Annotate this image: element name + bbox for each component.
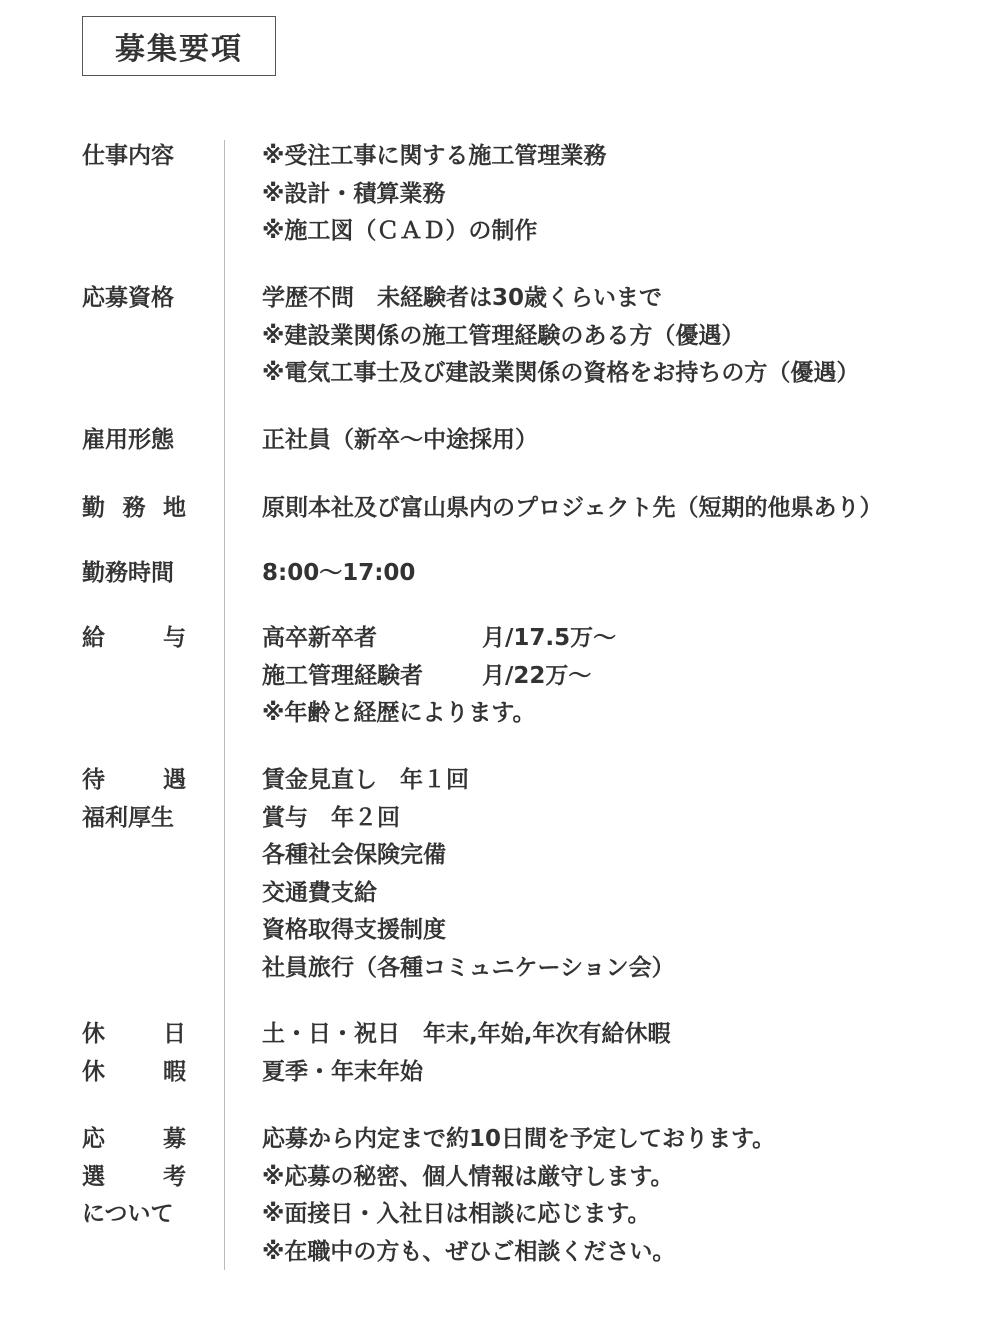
content-line: 賃金見直し 年１回 bbox=[262, 767, 469, 793]
label-char: 地 bbox=[163, 495, 186, 521]
label-char: 休 bbox=[82, 1058, 105, 1085]
label-char: 応 bbox=[82, 1126, 105, 1152]
label-line bbox=[82, 620, 186, 658]
content-line: ※在職中の方も、ぜひご相談ください。 bbox=[262, 1238, 676, 1265]
label-char: 遇 bbox=[163, 767, 186, 793]
content-line: 社員旅行（各種コミュニケーション会） bbox=[262, 954, 675, 981]
label-line bbox=[82, 762, 186, 800]
content-line: 資格取得支援制度 bbox=[262, 917, 446, 944]
pay-category: 高卒新卒者 bbox=[262, 625, 377, 651]
section-content bbox=[262, 490, 990, 528]
label-char: 休 bbox=[82, 1021, 105, 1047]
section-content bbox=[262, 1121, 990, 1271]
section-label bbox=[82, 138, 186, 176]
vertical-divider bbox=[224, 140, 225, 1270]
content-line: ※建設業関係の施工管理経験のある方（優遇） bbox=[262, 322, 745, 349]
section-content bbox=[262, 1016, 990, 1091]
content-line: 正社員（新卒～中途採用） bbox=[262, 427, 538, 453]
content-line: 応募から内定まで約10日間を予定しております。 bbox=[262, 1126, 776, 1152]
label-char: 与 bbox=[163, 625, 186, 651]
content-line: ※設計・積算業務 bbox=[262, 180, 446, 207]
pay-amount: 月/22万～ bbox=[482, 662, 592, 689]
label-char: 日 bbox=[163, 1021, 186, 1047]
label-char: 選 bbox=[82, 1163, 105, 1190]
label-line: 福利厚生 bbox=[82, 804, 174, 831]
section-label bbox=[82, 620, 186, 658]
section-label bbox=[82, 422, 186, 460]
content-line: 夏季・年末年始 bbox=[262, 1058, 423, 1085]
pay-amount: 月/17.5万～ bbox=[482, 625, 617, 651]
section-label bbox=[82, 1121, 186, 1234]
content-line: 土・日・祝日 年末,年始,年次有給休暇 bbox=[262, 1021, 671, 1047]
content-line: ※電気工事士及び建設業関係の資格をお持ちの方（優遇） bbox=[262, 360, 860, 387]
section-content bbox=[262, 280, 990, 393]
label-char: 勤 bbox=[82, 495, 105, 521]
label-char: 暇 bbox=[163, 1058, 186, 1085]
label-char: 待 bbox=[82, 767, 105, 793]
label-line: 雇用形態 bbox=[82, 427, 174, 453]
label-char: 考 bbox=[163, 1163, 186, 1190]
label-line bbox=[82, 1016, 186, 1054]
page-title: 募集要項 bbox=[82, 16, 276, 76]
section-content bbox=[262, 138, 990, 251]
pay-row bbox=[262, 620, 990, 658]
content-line: 学歴不問 未経験者は30歳くらいまで bbox=[262, 285, 663, 311]
content-line: ※施工図（ＣＡＤ）の制作 bbox=[262, 218, 538, 245]
label-line bbox=[82, 1121, 186, 1159]
section-label bbox=[82, 280, 186, 318]
label-line: 仕事内容 bbox=[82, 143, 174, 169]
content-line: 交通費支給 bbox=[262, 879, 377, 906]
section-content bbox=[262, 762, 990, 988]
pay-row bbox=[262, 658, 990, 696]
section-content bbox=[262, 620, 990, 733]
content-line: ※受注工事に関する施工管理業務 bbox=[262, 143, 607, 169]
content-line: ※年齢と経歴によります。 bbox=[262, 700, 536, 727]
label-line: 勤務時間 bbox=[82, 560, 174, 586]
content-line: 8:00～17:00 bbox=[262, 560, 416, 586]
content-line: ※面接日・入社日は相談に応じます。 bbox=[262, 1201, 651, 1228]
pay-category: 施工管理経験者 bbox=[262, 662, 423, 689]
section-label bbox=[82, 762, 186, 837]
section-label bbox=[82, 555, 186, 593]
content-line: 原則本社及び富山県内のプロジェクト先（短期的他県あり） bbox=[262, 495, 883, 521]
label-char: 給 bbox=[82, 625, 105, 651]
section-label bbox=[82, 1016, 186, 1091]
label-char: 募 bbox=[163, 1126, 186, 1152]
content-line: 賞与 年２回 bbox=[262, 804, 400, 831]
label-line: について bbox=[82, 1201, 174, 1228]
label-line bbox=[82, 1054, 186, 1092]
content-line: 各種社会保険完備 bbox=[262, 842, 446, 869]
content-line: ※応募の秘密、個人情報は厳守します。 bbox=[262, 1163, 674, 1190]
label-line bbox=[82, 490, 186, 528]
label-char: 務 bbox=[122, 495, 146, 521]
section-label bbox=[82, 490, 186, 528]
section-content bbox=[262, 422, 990, 460]
label-line: 応募資格 bbox=[82, 285, 174, 311]
section-content bbox=[262, 555, 990, 593]
label-line bbox=[82, 1159, 186, 1197]
